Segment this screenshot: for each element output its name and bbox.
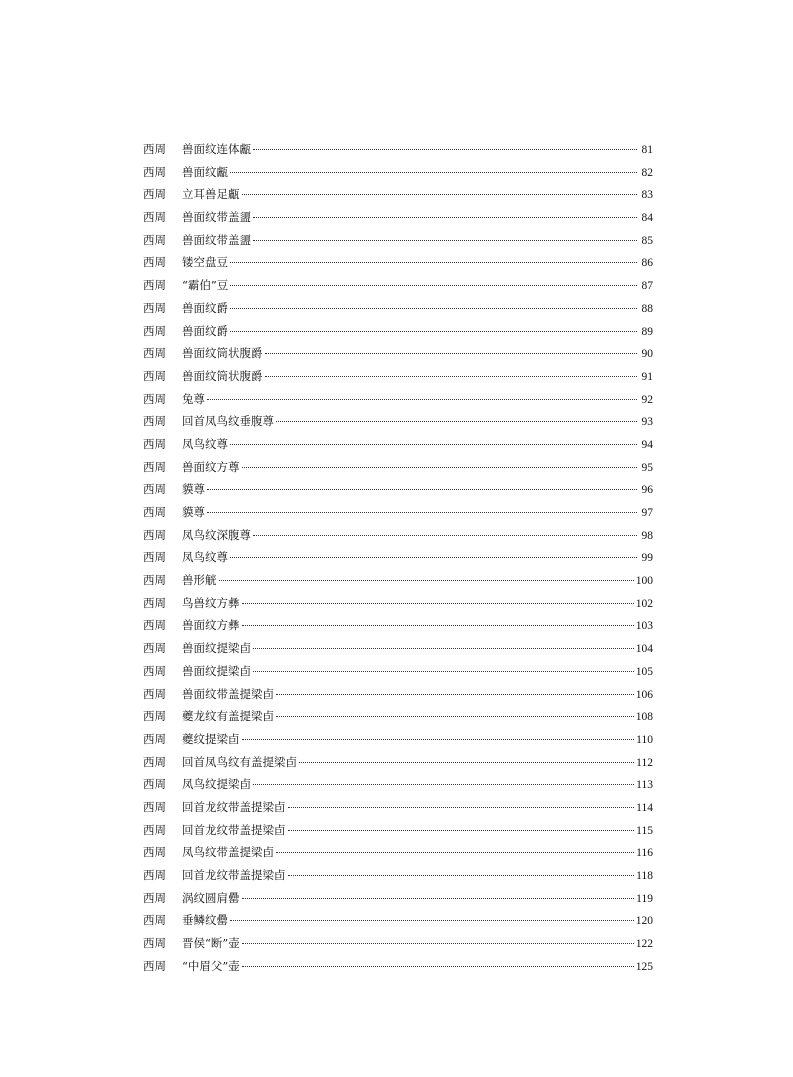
- toc-entry: [143, 251, 653, 274]
- dot-leader: [253, 535, 637, 536]
- toc-title: 兽面纹爵: [182, 300, 228, 315]
- dot-leader: [207, 512, 637, 513]
- toc-title: 鸟兽纹方彝: [182, 595, 240, 610]
- toc-entry: [143, 705, 653, 728]
- toc-page-number: 96: [641, 484, 653, 497]
- dot-leader: [230, 444, 637, 445]
- toc-page-number: 88: [641, 302, 653, 315]
- toc-title: 兽面纹筒状腹爵: [182, 346, 263, 361]
- toc-title: 兽面纹带盖盨: [182, 232, 251, 247]
- table-of-contents: [143, 138, 653, 977]
- toc-title: 兽面纹方彝: [182, 618, 240, 633]
- toc-period: 西周: [143, 164, 166, 179]
- dot-leader: [276, 421, 637, 422]
- toc-title: 兽面纹方尊: [182, 459, 240, 474]
- toc-entry: [143, 274, 653, 297]
- toc-entry: [143, 524, 653, 547]
- toc-page-number: 106: [635, 688, 653, 701]
- toc-title: 兽面纹连体甗: [182, 142, 251, 156]
- dot-leader: [276, 852, 634, 853]
- toc-page-number: 83: [641, 189, 653, 202]
- dot-leader: [230, 920, 634, 921]
- toc-title: 兽面纹带盖提梁卣: [182, 686, 274, 701]
- dot-leader: [242, 194, 638, 195]
- dot-leader: [276, 694, 634, 695]
- toc-page-number: 90: [641, 348, 653, 361]
- toc-period: 西周: [143, 232, 166, 247]
- toc-title: 兽面纹提梁卣: [182, 663, 251, 678]
- toc-page-number: 98: [641, 529, 653, 542]
- toc-page-number: 87: [641, 280, 653, 293]
- toc-period: 西周: [143, 890, 166, 905]
- toc-page-number: 100: [635, 575, 653, 588]
- toc-title: 晋侯“断”壶: [182, 936, 240, 951]
- toc-entry: [143, 728, 653, 751]
- dot-leader: [253, 648, 634, 649]
- toc-entry: [143, 478, 653, 501]
- toc-entry: [143, 819, 653, 842]
- toc-page-number: 103: [635, 620, 653, 633]
- toc-page-number: 119: [636, 892, 653, 905]
- dot-leader: [253, 240, 637, 241]
- toc-page-number: 85: [641, 234, 653, 247]
- dot-leader: [288, 875, 635, 876]
- toc-title: 回首龙纹带盖提梁卣: [182, 868, 286, 882]
- toc-period: 西周: [143, 187, 166, 202]
- toc-entry: [143, 297, 653, 320]
- toc-period: 西周: [143, 527, 166, 542]
- toc-page-number: 116: [636, 847, 653, 860]
- toc-page-number: 102: [635, 597, 653, 610]
- toc-entry: [143, 841, 653, 864]
- dot-leader: [219, 580, 634, 581]
- dot-leader: [288, 830, 635, 831]
- toc-entry: [143, 569, 653, 592]
- toc-period: 西周: [143, 777, 166, 792]
- toc-entry: [143, 546, 653, 569]
- toc-period: 西周: [143, 936, 166, 951]
- toc-page-number: 108: [635, 711, 653, 724]
- toc-title: 兽面纹提梁卣: [182, 641, 251, 656]
- toc-title: 立耳兽足甗: [182, 187, 240, 202]
- dot-leader: [253, 217, 637, 218]
- toc-title: 凤鸟纹带盖提梁卣: [182, 845, 274, 860]
- dot-leader: [242, 966, 634, 967]
- toc-title: 回首龙纹带盖提梁卣: [182, 799, 286, 814]
- toc-period: 西周: [143, 459, 166, 474]
- toc-page-number: 122: [635, 938, 653, 951]
- toc-period: 西周: [143, 845, 166, 860]
- toc-period: 西周: [143, 958, 166, 973]
- toc-page-number: 120: [635, 915, 653, 928]
- toc-title: 兽面纹筒状腹爵: [182, 368, 263, 383]
- toc-period: 西周: [143, 550, 166, 565]
- toc-period: 西周: [143, 868, 166, 882]
- toc-page-number: 97: [641, 507, 653, 519]
- dot-leader: [242, 943, 634, 944]
- dot-leader: [242, 467, 638, 468]
- toc-period: 西周: [143, 731, 166, 746]
- toc-period: 西周: [143, 482, 166, 497]
- dot-leader: [230, 557, 637, 558]
- toc-entry: [143, 955, 653, 978]
- toc-period: 西周: [143, 663, 166, 678]
- toc-period: 西周: [143, 391, 166, 406]
- toc-title: 镂空盘豆: [182, 255, 228, 270]
- dot-leader: [242, 898, 635, 899]
- toc-title: 兽面纹带盖盨: [182, 210, 251, 225]
- toc-entry: [143, 183, 653, 206]
- toc-entry: [143, 206, 653, 229]
- dot-leader: [242, 625, 634, 626]
- toc-period: 西周: [143, 822, 166, 837]
- toc-entry: [143, 592, 653, 615]
- toc-page-number: 104: [635, 643, 653, 656]
- toc-title: 兽面纹爵: [182, 323, 228, 338]
- toc-page-number: 112: [636, 756, 653, 769]
- toc-period: 西周: [143, 573, 166, 588]
- toc-entry: [143, 796, 653, 819]
- dot-leader: [299, 762, 634, 763]
- toc-entry: [143, 683, 653, 706]
- toc-period: 西周: [143, 346, 166, 361]
- toc-title: “霸伯”豆: [182, 278, 229, 293]
- toc-entry: [143, 229, 653, 252]
- dot-leader: [230, 172, 637, 173]
- toc-page-number: 113: [636, 779, 653, 792]
- toc-title: 貘尊: [182, 505, 205, 519]
- toc-period: 西周: [143, 618, 166, 633]
- toc-entry: [143, 887, 653, 910]
- toc-title: 回首龙纹带盖提梁卣: [182, 822, 286, 837]
- toc-period: 西周: [143, 641, 166, 656]
- toc-page-number: 82: [641, 166, 653, 179]
- dot-leader: [230, 331, 637, 332]
- toc-period: 西周: [143, 595, 166, 610]
- dot-leader: [230, 285, 637, 286]
- dot-leader: [207, 489, 637, 490]
- dot-leader: [230, 262, 637, 263]
- toc-entry: [143, 342, 653, 365]
- dot-leader: [253, 671, 634, 672]
- toc-entry: [143, 751, 653, 774]
- toc-period: 西周: [143, 436, 166, 451]
- toc-page-number: 89: [641, 325, 653, 338]
- toc-title: 凤鸟纹尊: [182, 436, 228, 451]
- dot-leader: [230, 308, 637, 309]
- toc-period: 西周: [143, 278, 166, 293]
- toc-entry: [143, 614, 653, 637]
- toc-period: 西周: [143, 414, 166, 429]
- dot-leader: [242, 739, 635, 740]
- toc-page-number: 94: [641, 438, 653, 451]
- toc-title: “中眉父”壶: [182, 958, 240, 973]
- toc-page-number: 125: [635, 960, 653, 973]
- dot-leader: [265, 376, 638, 377]
- toc-page-number: 93: [641, 416, 653, 429]
- dot-leader: [242, 603, 634, 604]
- toc-entry: [143, 660, 653, 683]
- toc-title: 兽面纹甗: [182, 164, 228, 179]
- toc-page-number: 115: [636, 824, 653, 837]
- toc-period: 西周: [143, 913, 166, 928]
- toc-entry: [143, 773, 653, 796]
- toc-page-number: 114: [636, 801, 653, 814]
- toc-period: 西周: [143, 799, 166, 814]
- toc-entry: [143, 932, 653, 955]
- dot-leader: [207, 399, 637, 400]
- toc-entry: [143, 433, 653, 456]
- toc-page-number: 105: [635, 665, 653, 678]
- toc-entry: [143, 161, 653, 184]
- toc-entry: [143, 637, 653, 660]
- toc-period: 西周: [143, 255, 166, 270]
- toc-period: 西周: [143, 323, 166, 338]
- toc-period: 西周: [143, 709, 166, 724]
- toc-period: 西周: [143, 142, 166, 156]
- toc-title: 回首凤鸟纹有盖提梁卣: [182, 754, 297, 769]
- toc-period: 西周: [143, 754, 166, 769]
- dot-leader: [276, 716, 634, 717]
- toc-title: 貘尊: [182, 482, 205, 497]
- dot-leader: [288, 807, 635, 808]
- dot-leader: [253, 149, 637, 150]
- toc-title: 凤鸟纹尊: [182, 550, 228, 565]
- toc-title: 凤鸟纹深腹尊: [182, 527, 251, 542]
- toc-entry: [143, 365, 653, 388]
- toc-entry: [143, 909, 653, 932]
- toc-entry: [143, 320, 653, 343]
- toc-entry: [143, 456, 653, 479]
- toc-period: 西周: [143, 300, 166, 315]
- toc-title: 夔龙纹有盖提梁卣: [182, 709, 274, 724]
- toc-page-number: 81: [641, 144, 653, 156]
- toc-period: 西周: [143, 368, 166, 383]
- toc-page-number: 86: [641, 257, 653, 270]
- toc-title: 兽形觥: [182, 573, 217, 588]
- toc-page-number: 118: [636, 870, 653, 882]
- toc-title: 夔纹提梁卣: [182, 731, 240, 746]
- toc-page-number: 110: [636, 733, 653, 746]
- toc-title: 兔尊: [182, 391, 205, 406]
- toc-page-number: 95: [641, 461, 653, 474]
- toc-period: 西周: [143, 505, 166, 519]
- toc-title: 凤鸟纹提梁卣: [182, 777, 251, 792]
- toc-title: 回首凤鸟纹垂腹尊: [182, 414, 274, 429]
- toc-entry: [143, 410, 653, 433]
- toc-entry: [143, 864, 653, 887]
- toc-entry: [143, 138, 653, 161]
- toc-period: 西周: [143, 210, 166, 225]
- toc-page-number: 92: [641, 393, 653, 406]
- dot-leader: [253, 784, 634, 785]
- toc-entry: [143, 388, 653, 411]
- toc-period: 西周: [143, 686, 166, 701]
- toc-page-number: 99: [641, 552, 653, 565]
- toc-page-number: 91: [641, 370, 653, 383]
- toc-title: 垂鳞纹罍: [182, 913, 228, 928]
- dot-leader: [265, 353, 638, 354]
- toc-page-number: 84: [641, 212, 653, 225]
- toc-title: 涡纹圆肩罍: [182, 890, 240, 905]
- toc-entry: [143, 501, 653, 524]
